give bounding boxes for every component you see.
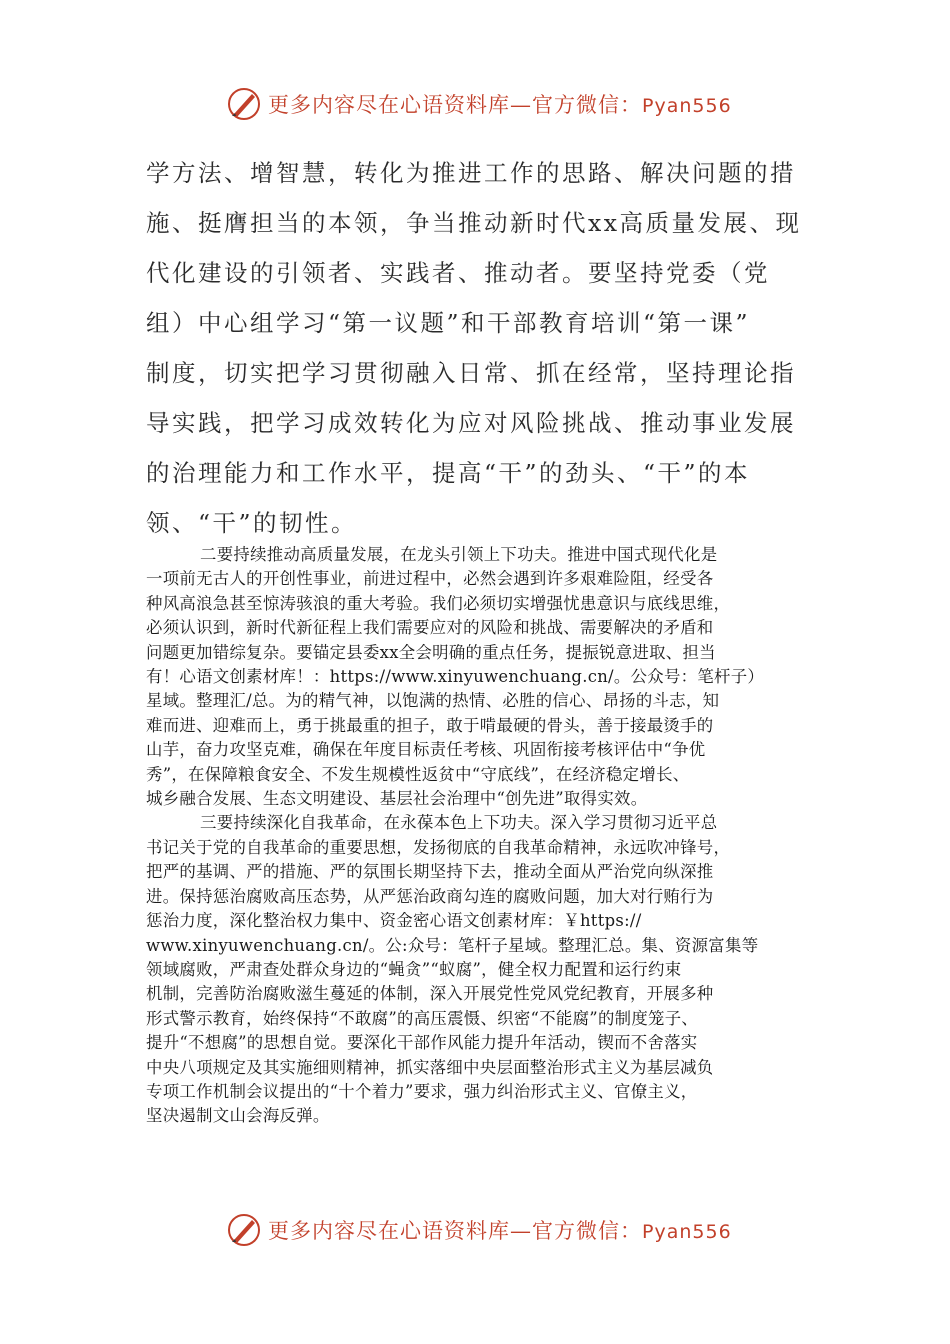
text-line: 一项前无古人的开创性事业，前进过程中，必然会遇到许多艰难险阻，经受各 [146, 569, 714, 589]
text-line: 中央八项规定及其实施细则精神，抓实落细中央层面整治形式主义为基层减负 [146, 1057, 714, 1077]
banner-text: 更多内容尽在心语资料库—官方微信：Pyan556 [268, 1219, 732, 1243]
text-line: 的治理能力和工作水平，提高“干”的劲头、“干”的本 [146, 459, 751, 487]
text-line: 坚决遏制文山会海反弹。 [146, 1106, 330, 1126]
text-line: 进。保持惩治腐败高压态势，从严惩治政商勾连的腐败问题，加大对行贿行为 [146, 886, 714, 906]
text-line: 二要持续推动高质量发展，在龙头引领上下功夫。推进中国式现代化是 [200, 545, 718, 564]
header-banner [226, 82, 746, 126]
text-line: 领、“干”的韧性。 [146, 509, 358, 537]
text-line: 必须认识到，新时代新征程上我们需要应对的风险和挑战、需要解决的矛盾和 [146, 618, 714, 638]
small-text-block [146, 543, 814, 1129]
text-line: 书记关于党的自我革命的重要思想，发扬彻底的自我革命精神，永远吹冲锋号， [146, 837, 731, 857]
footer-banner [226, 1208, 746, 1252]
text-line: 领域腐败，严肃查处群众身边的“蝇贪”“蚁腐”，健全权力配置和运行约束 [146, 959, 682, 979]
text-line: www.xinyuwenchuang.cn/。公:众号：笔杆子星域。整理汇总。集、资源富集等 [146, 935, 759, 955]
text-line: 专项工作机制会议提出的“十个着力”要求，强力纠治形式主义、官僚主义， [146, 1081, 698, 1101]
text-line: 学方法、增智慧，转化为推进工作的思路、解决问题的措 [146, 159, 796, 187]
text-line: 难而进、迎难而上，勇于挑最重的担子，敢于啃最硬的骨头，善于接最烫手的 [146, 715, 714, 735]
banner-text: 更多内容尽在心语资料库—官方微信：Pyan556 [268, 93, 732, 117]
text-line: 组）中心组学习“第一议题”和干部教育培训“第一课” [146, 309, 751, 337]
text-line: 种风高浪急甚至惊涛骇浪的重大考验。我们必须切实增强忧患意识与底线思维， [146, 593, 731, 613]
text-line: 惩治力度，深化整治权力集中、资金密心语文创素材库：￥https:// [146, 911, 642, 931]
text-line: 施、挺膺担当的本领，争当推动新时代xx高质量发展、现 [146, 209, 802, 237]
text-line: 形式警示教育，始终保持“不敢腐”的高压震慑、织密“不能腐”的制度笼子、 [146, 1008, 699, 1028]
text-line: 提升“不想腐”的思想自觉。要深化干部作风能力提升年活动，锲而不舍落实 [146, 1033, 698, 1053]
text-line: 秀”，在保障粮食安全、不发生规模性返贫中“守底线”，在经济稳定增长、 [146, 764, 690, 784]
text-line: 机制，完善防治腐败滋生蔓延的体制，深入开展党性党风党纪教育，开展多种 [146, 984, 714, 1004]
text-line: 山芋，奋力攻坚克难，确保在年度目标责任考核、巩固衔接考核评估中“争优 [146, 740, 706, 760]
text-line: 三要持续深化自我革命，在永葆本色上下功夫。深入学习贯彻习近平总 [200, 813, 718, 833]
text-line: 星域。整理汇/总。为的精气神，以饱满的热情、必胜的信心、昂扬的斗志，知 [146, 691, 720, 711]
text-line: 有！心语文创素材库！：https://www.xinyuwenchuang.cn/。公众号：笔杆子） [146, 667, 765, 687]
pen-logo-icon [226, 86, 262, 122]
text-line: 代化建设的引领者、实践者、推动者。要坚持党委（党 [146, 259, 770, 287]
text-line: 制度，切实把学习贯彻融入日常、抓在经常，坚持理论指 [146, 359, 796, 387]
pen-logo-icon [226, 1212, 262, 1248]
text-line: 导实践，把学习成效转化为应对风险挑战、推动事业发展 [146, 409, 796, 437]
large-text-block [146, 148, 806, 548]
text-line: 问题更加错综复杂。要锚定县委xx全会明确的重点任务，提振锐意进取、担当 [146, 642, 716, 662]
text-line: 城乡融合发展、生态文明建设、基层社会治理中“创先进”取得实效。 [146, 789, 648, 809]
text-line: 把严的基调、严的措施、严的氛围长期坚持下去，推动全面从严治党向纵深推 [146, 862, 714, 882]
